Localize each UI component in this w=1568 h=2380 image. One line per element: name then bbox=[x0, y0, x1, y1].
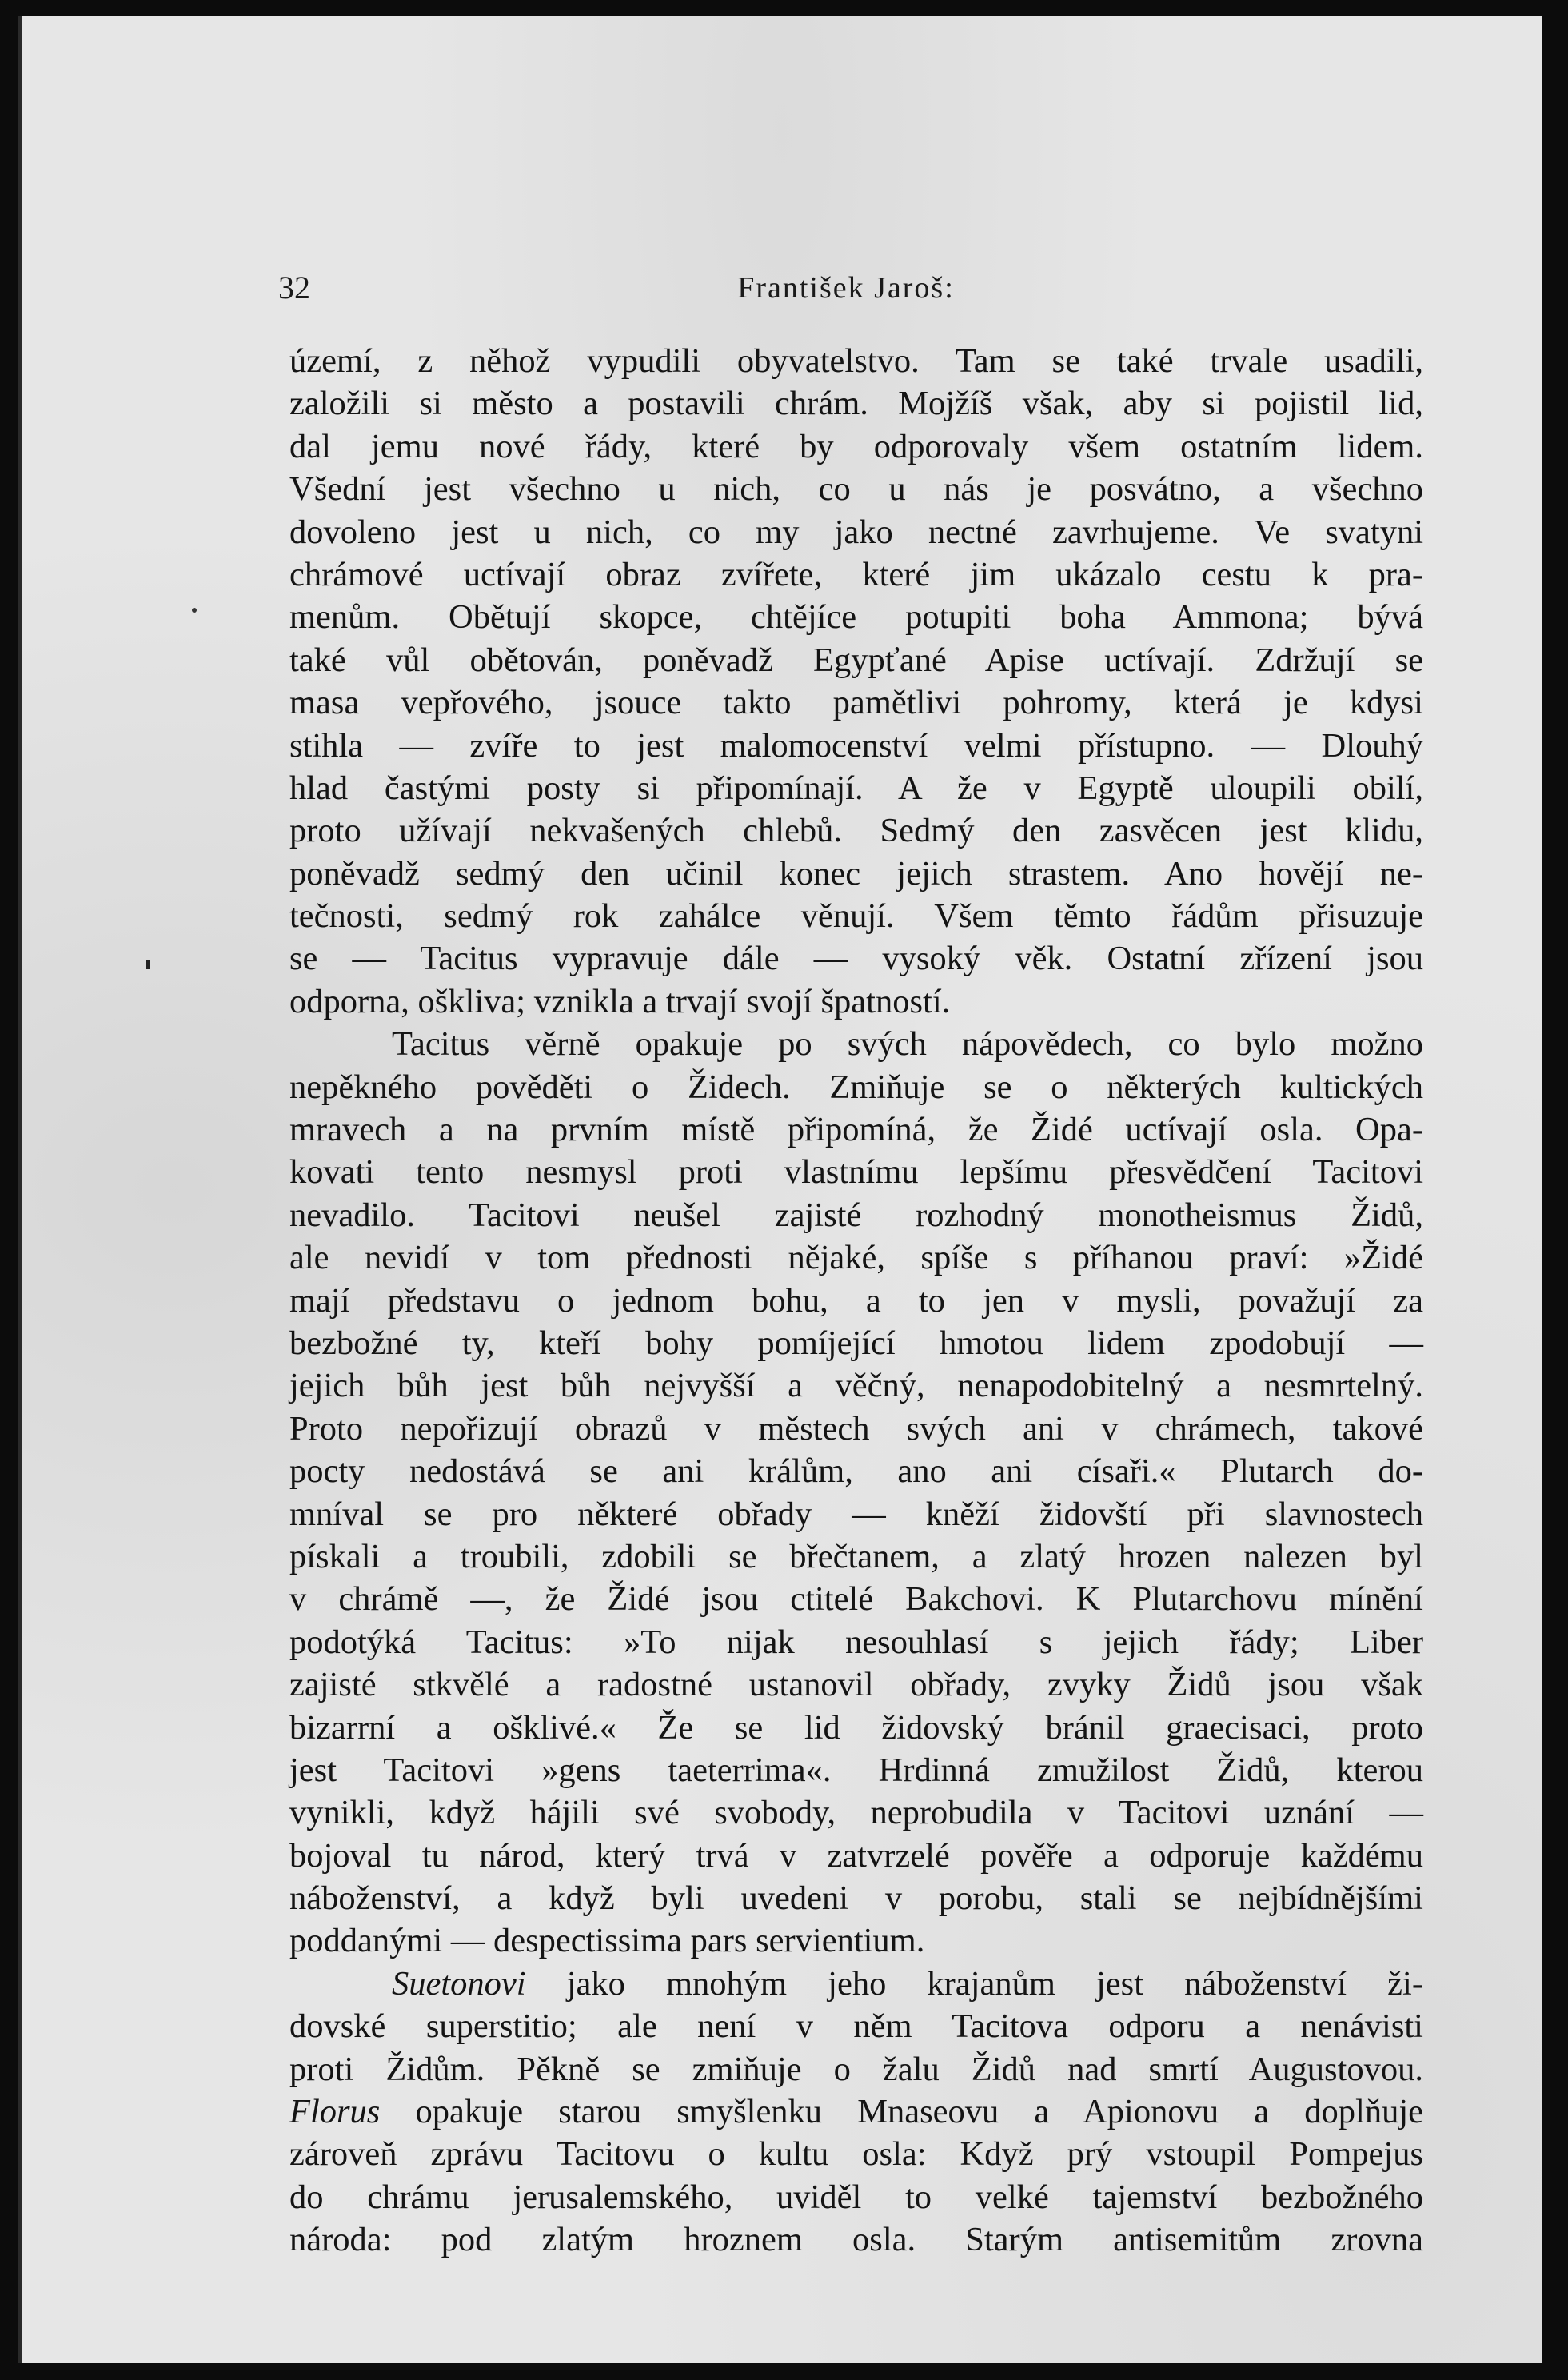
text-line bbox=[289, 1791, 1423, 1834]
text-line-content: poddanými — despectissima pars servientium. bbox=[289, 1922, 925, 1960]
text-line-content: chrámové uctívají obraz zvířete, které jim ukázalo cestu k pra- bbox=[289, 555, 1423, 593]
text-line-content: mají představu o jednom bohu, a to jen v mysli, považují za bbox=[289, 1281, 1423, 1320]
italic-name: Suetonovi bbox=[392, 1964, 526, 2003]
text-line-content: dovské superstitio; ale není v něm Tacitova odporu a nenávisti bbox=[289, 2007, 1423, 2046]
text-line bbox=[289, 1621, 1423, 1663]
text-line-content: proto užívají nekvašených chlebů. Sedmý den zasvěcen jest klidu, bbox=[289, 812, 1423, 850]
text-line bbox=[289, 980, 1423, 1023]
text-line bbox=[289, 1194, 1423, 1236]
text-line-content: mníval se pro některé obřady — kněží židovští při slavnostech bbox=[289, 1495, 1423, 1533]
text-line bbox=[289, 468, 1423, 510]
text-line-content: také vůl obětován, poněvadž Egypťané Apise uctívají. Zdržují se bbox=[289, 641, 1423, 679]
text-line-content: vynikli, když hájili své svobody, neprobudila v Tacitovi uznání — bbox=[289, 1794, 1423, 1832]
italic-name: Florus bbox=[289, 2093, 381, 2131]
text-line-content: jejich bůh jest bůh nejvyšší a věčný, nenapodobitelný a nesmrtelný. bbox=[289, 1367, 1423, 1405]
text-line-content: národa: pod zlatým hroznem osla. Starým antisemitům zrovna bbox=[289, 2221, 1423, 2259]
text-line bbox=[289, 2218, 1423, 2261]
text-line-content: masa vepřového, jsouce takto pamětlivi pohromy, která je kdysi bbox=[289, 684, 1423, 722]
text-line bbox=[289, 1280, 1423, 1322]
text-line-content: náboženství, a když byli uvedeni v porobu, stali se nejbídnějšími bbox=[289, 1879, 1423, 1918]
text-line bbox=[289, 2005, 1423, 2047]
text-line bbox=[289, 2133, 1423, 2175]
text-line bbox=[289, 1450, 1423, 1492]
text-line-content: bezbožné ty, kteří bohy pomíjející hmotou lidem zpodobují — bbox=[289, 1324, 1423, 1362]
margin-mark bbox=[146, 960, 150, 969]
page-number: 32 bbox=[278, 270, 310, 305]
text-line bbox=[289, 2048, 1423, 2090]
text-line bbox=[289, 2090, 1423, 2133]
text-line bbox=[289, 1749, 1423, 1791]
text-line bbox=[289, 767, 1423, 809]
text-line bbox=[289, 725, 1423, 767]
text-line bbox=[289, 809, 1423, 852]
text-line-content: hlad častými posty si připomínají. A že v Egyptě uloupili obilí, bbox=[289, 769, 1423, 807]
text-line-content: stihla — zvíře to jest malomocenství velmi přístupno. — Dlouhý bbox=[289, 726, 1423, 765]
text-line bbox=[289, 425, 1423, 468]
text-line-content: tečnosti, sedmý rok zahálce věnují. Všem těmto řádům přisuzuje bbox=[289, 897, 1423, 936]
body-text bbox=[289, 340, 1423, 2262]
text-line-content: pocty nedostává se ani králům, ano ani císaři.« Plutarch do- bbox=[289, 1452, 1423, 1491]
text-line bbox=[289, 1493, 1423, 1535]
running-head: František Jaroš: bbox=[737, 271, 955, 305]
text-line bbox=[289, 596, 1423, 638]
text-line-content: poněvadž sedmý den učinil konec jejich strastem. Ano hovějí ne- bbox=[289, 854, 1423, 892]
text-line-content: zajisté stkvělé a radostné ustanovil obřady, zvyky Židů jsou však bbox=[289, 1666, 1423, 1704]
text-line-content: pískali a troubili, zdobili se břečtanem, a zlatý hrozen nalezen byl bbox=[289, 1537, 1423, 1575]
text-line-content: území, z něhož vypudili obyvatelstvo. Tam se také trvale usadili, bbox=[289, 342, 1423, 380]
text-line-content: nevadilo. Tacitovi neušel zajisté rozhodný monotheismus Židů, bbox=[289, 1196, 1423, 1234]
text-line-content: odporna, ošklivа; vznikla a trvají svojí špatností. bbox=[289, 982, 951, 1020]
text-line-content: do chrámu jerusalemského, uviděl to velké tajemství bezbožného bbox=[289, 2178, 1423, 2216]
text-line-content: menům. Obětují skopce, chtějíce potupiti boha Ammona; bývá bbox=[289, 598, 1423, 637]
text-line-content: Všední jest všechno u nich, co u nás je posvátno, a všechno bbox=[289, 470, 1423, 509]
text-line-content: Proto nepořizují obrazů v městech svých ani v chrámech, takové bbox=[289, 1409, 1423, 1448]
text-line-content: kovati tento nesmysl proti vlastnímu lepšímu přesvědčení Tacitovi bbox=[289, 1153, 1423, 1192]
text-line bbox=[289, 1919, 1423, 1962]
text-line-content: se — Tacitus vypravuje dále — vysoký věk. Ostatní zřízení jsou bbox=[289, 940, 1423, 978]
text-line bbox=[289, 1663, 1423, 1706]
text-line bbox=[289, 937, 1423, 980]
text-line bbox=[289, 1835, 1423, 1877]
text-line-content: proti Židům. Pěkně se zmiňuje o žalu Židů nad smrtí Augustovou. bbox=[289, 2050, 1423, 2088]
text-line bbox=[289, 1151, 1423, 1193]
text-line bbox=[289, 1408, 1423, 1450]
text-line bbox=[289, 340, 1423, 382]
text-line-content: bizarrní a ošklivé.« Že se lid židovský bránil graecisaci, proto bbox=[289, 1708, 1423, 1747]
text-line bbox=[289, 895, 1423, 937]
text-line-content: zároveň zprávu Tacitovu o kultu osla: Když prý vstoupil Pompejus bbox=[289, 2135, 1423, 2174]
text-line-content: dal jemu nové řády, které by odporovaly všem ostatním lidem. bbox=[289, 427, 1423, 465]
text-line bbox=[289, 853, 1423, 895]
text-line bbox=[289, 1535, 1423, 1578]
text-line-content: bojoval tu národ, který trvá v zatvrzelé pověře a odporuje každému bbox=[289, 1836, 1423, 1875]
text-line bbox=[289, 681, 1423, 724]
text-line-content: opakuje starou smyšlenku Mnaseovu a Apionovu a doplňuje bbox=[415, 2093, 1424, 2131]
text-line bbox=[289, 1877, 1423, 1919]
text-line-content: založili si město a postavili chrám. Mojžíš však, aby si pojistil lid, bbox=[289, 385, 1423, 423]
text-line-content: dovoleno jest u nich, co my jako nectné zavrhujeme. Ve svatyni bbox=[289, 513, 1423, 551]
text-line bbox=[289, 1322, 1423, 1364]
text-line bbox=[289, 382, 1423, 425]
text-line-content: jest Tacitovi »gens taeterrima«. Hrdinná zmužilost Židů, kterou bbox=[289, 1751, 1423, 1789]
text-line bbox=[289, 1023, 1423, 1065]
text-line-content: podotýká Tacitus: »To nijak nesouhlasí s jejich řády; Liber bbox=[289, 1623, 1423, 1661]
text-line bbox=[289, 1364, 1423, 1407]
page-header bbox=[270, 264, 1422, 312]
text-line-content: Tacitus věrně opakuje po svých nápovědech, co bylo možno bbox=[392, 1025, 1423, 1064]
text-line bbox=[289, 511, 1423, 553]
text-line bbox=[289, 1707, 1423, 1749]
text-line bbox=[289, 639, 1423, 681]
text-line bbox=[289, 1963, 1423, 2005]
margin-speck bbox=[192, 608, 197, 613]
text-line bbox=[289, 1108, 1423, 1151]
text-line bbox=[289, 1066, 1423, 1108]
text-line bbox=[289, 2176, 1423, 2218]
text-line bbox=[289, 553, 1423, 596]
text-line-content: ale nevidí v tom přednosti nějaké, spíše s příhanou praví: »Židé bbox=[289, 1239, 1423, 1277]
text-line-content: mravech a na prvním místě připomíná, že Židé uctívají osla. Opa- bbox=[289, 1111, 1423, 1149]
text-line-content: v chrámě —, že Židé jsou ctitelé Bakchovi. K Plutarchovu mínění bbox=[289, 1580, 1423, 1619]
text-line-content: nepěkného pověděti o Židech. Zmiňuje se o některých kultických bbox=[289, 1068, 1423, 1106]
text-line bbox=[289, 1578, 1423, 1620]
text-line bbox=[289, 1236, 1423, 1279]
text-line-content: jako mnohým jeho krajanům jest náboženství ži- bbox=[566, 1964, 1424, 2003]
